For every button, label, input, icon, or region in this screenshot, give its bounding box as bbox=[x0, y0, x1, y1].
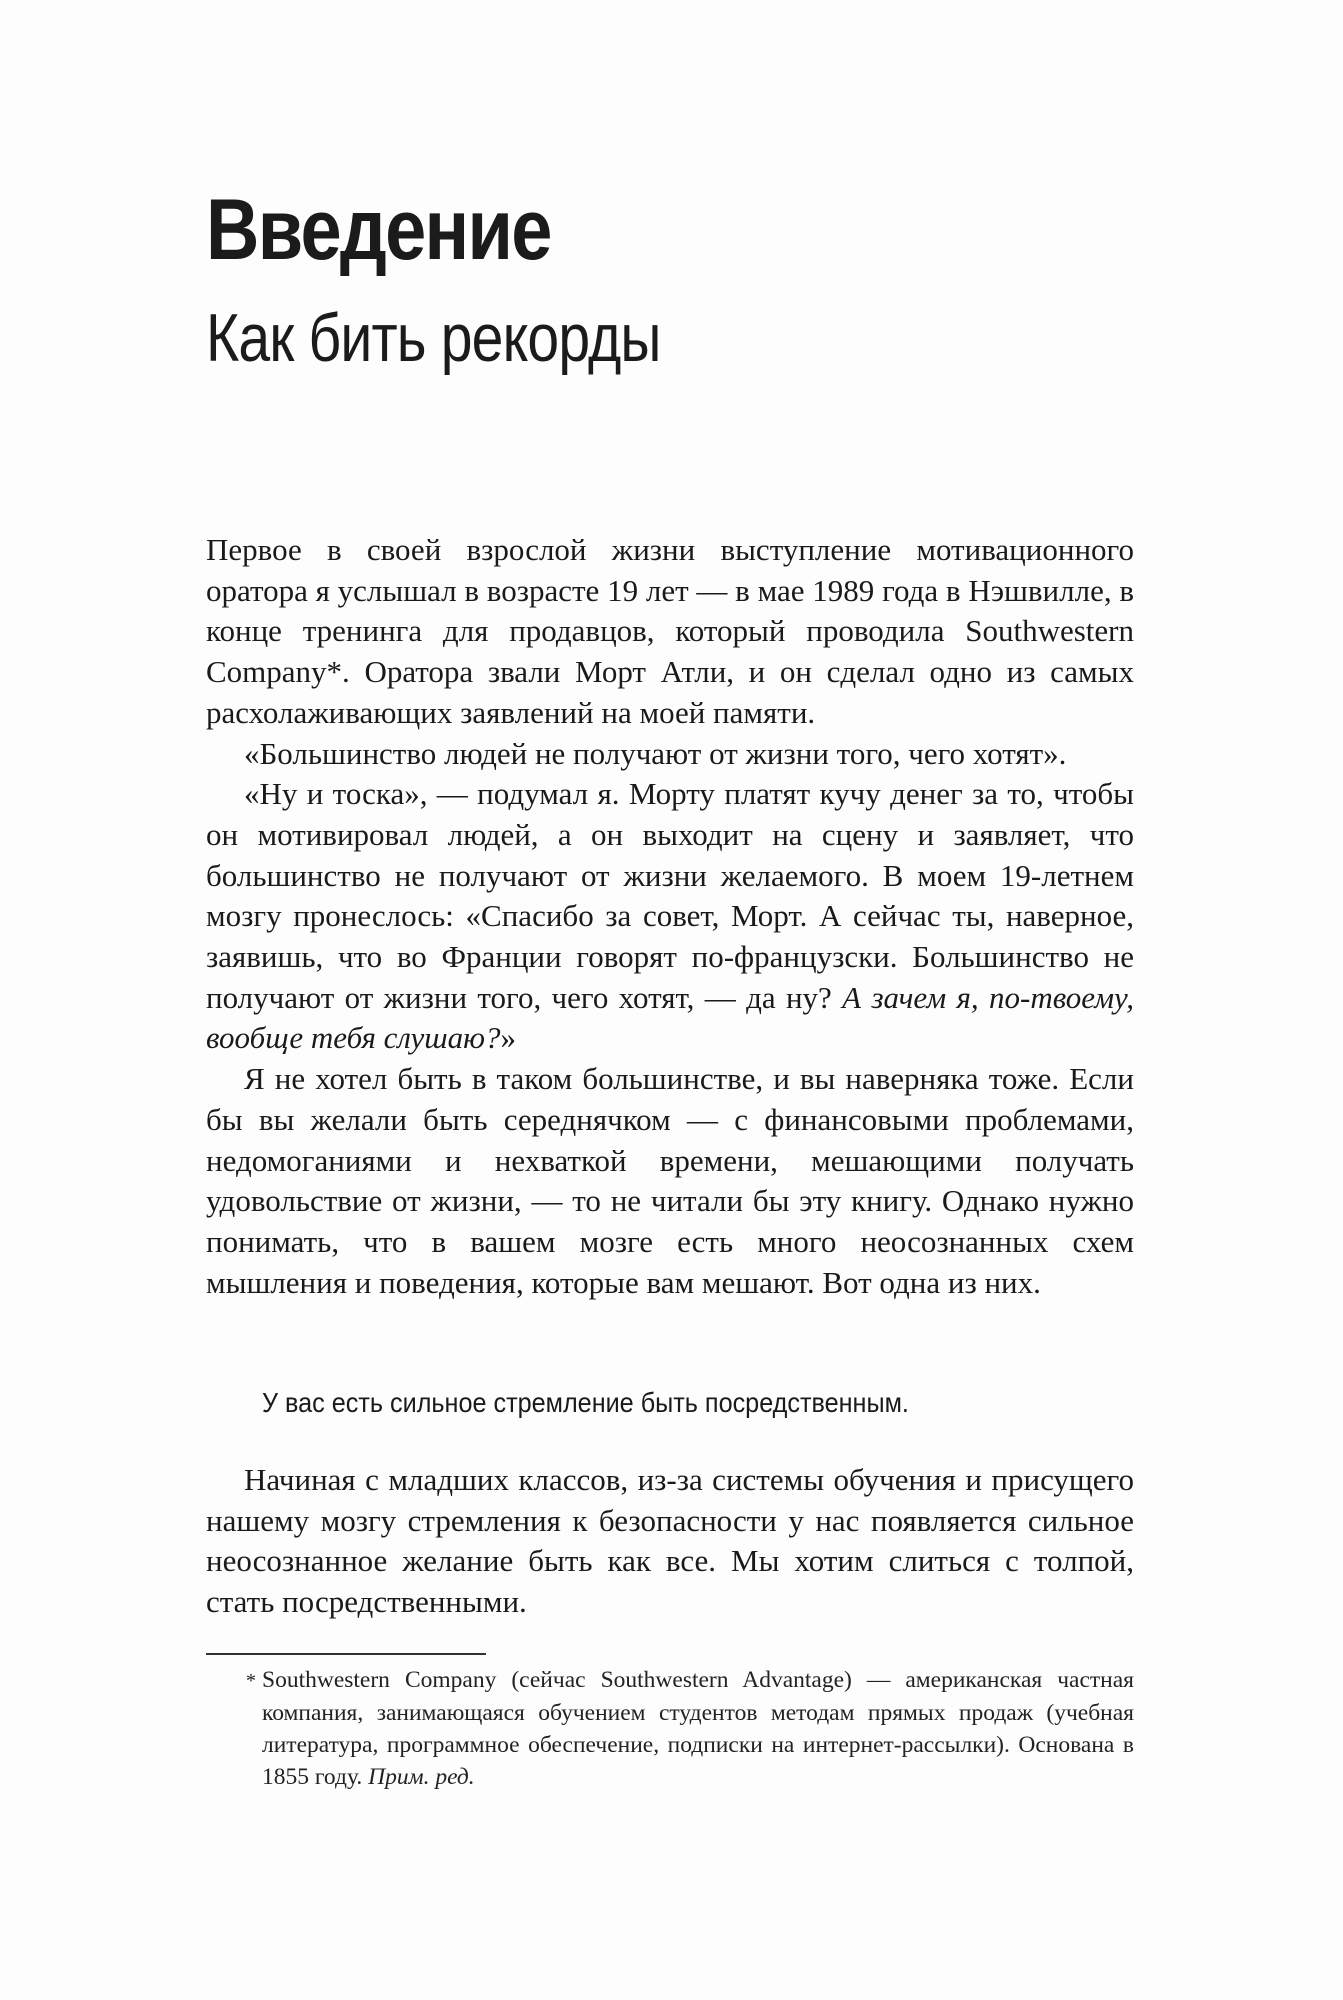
body-text-continued bbox=[206, 1460, 1134, 1623]
footnote bbox=[246, 1664, 1134, 1793]
footnote-text: Southwestern Company (сейчас Southwestern Advantage) — американская частная компания, занимающаяся обучением студентов методам прямых продаж (учебная литература, программное обеспечение, подписки на интернет-рассылки). Основана в 1855 году. bbox=[262, 1667, 1134, 1790]
callout-statement: У вас есть сильное стремление быть посредственным. bbox=[262, 1387, 909, 1418]
footnote-editor-note: Прим. ред. bbox=[368, 1764, 475, 1790]
paragraph-3-close-quote: » bbox=[500, 1020, 517, 1056]
paragraph-2: «Большинство людей не получают от жизни того, чего хотят». bbox=[244, 735, 1067, 771]
paragraph-3-text: «Ну и тоска», — подумал я. Морту платят кучу денег за то, чтобы он мотивировал людей, а он выходит на сцену и заявляет, что большинство не получают от жизни желаемого. В моем 19-летнем мозгу пронеслось: «Спасибо за совет, Морт. А сейчас ты, наверное, заявишь, что во Франции говорят по-французски. Большинство не получают от жизни того, чего хотят, — да ну? bbox=[206, 776, 1134, 1015]
paragraph-1: Первое в своей взрослой жизни выступление мотивационного оратора я услышал в возрасте 19 лет — в мае 1989 года в Нэшвилле, в конце тренинга для продавцов, который проводила Southwestern Company*. Оратора звали Морт Атли, и он сделал одно из самых расхолаживающих заявлений на моей памяти. bbox=[206, 532, 1134, 730]
paragraph-4: Я не хотел быть в таком большинстве, и вы наверняка тоже. Если бы вы желали быть середнячком — с финансовыми проблемами, недомоганиями и нехваткой времени, мешающими получать удовольствие от жизни, — то не читали бы эту книгу. Однако нужно понимать, что в вашем мозге есть много неосознанных схем мышления и поведения, которые вам мешают. Вот одна из них. bbox=[206, 1061, 1134, 1300]
chapter-title: Введение bbox=[206, 182, 551, 278]
paragraph-3 bbox=[206, 774, 1134, 1059]
body-text bbox=[206, 530, 1134, 1303]
footnote-marker: * bbox=[246, 1670, 256, 1692]
chapter-subtitle: Как бить рекорды bbox=[206, 300, 661, 376]
footnote-divider bbox=[206, 1653, 486, 1655]
paragraph-3-italic: А зачем я, по-твоему, вообще тебя слушаю? bbox=[206, 979, 1135, 1056]
paragraph-5: Начиная с младших классов, из-за системы обучения и присущего нашему мозгу стремления к безопасности у нас появляется сильное неосознанное желание быть как все. Мы хотим слиться с толпой, стать посредственными. bbox=[206, 1462, 1134, 1620]
